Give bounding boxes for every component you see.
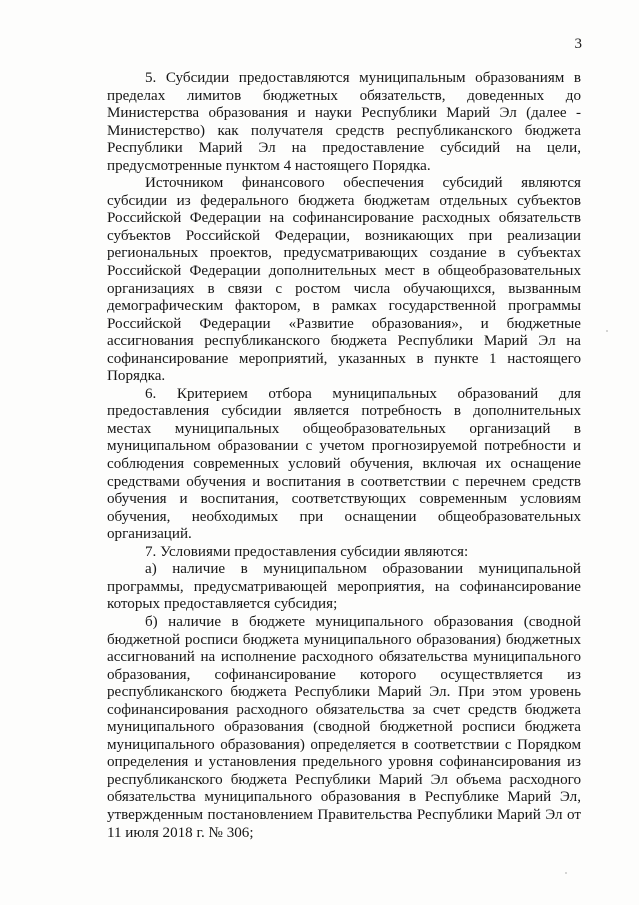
- scan-speck: [565, 872, 567, 874]
- paragraph-7a: а) наличие в муниципальном образовании муниципальной программы, предусматривающей мероприятия, на софинансирование которых предоставляется субсидия;: [107, 561, 581, 613]
- scan-speck: [606, 330, 608, 332]
- paragraph-6-selection-criterion: 6. Критерием отбора муниципальных образований для предоставления субсидии является потребность в дополнительных местах муниципальных общеобразовательных организаций в муниципальном образовании с учетом прогнозируемой потребности и соблюдения современных условий обучения, включая их оснащение средствами обучения и воспитания в соответствии с перечнем средств обучения и воспитания, соответствующих современным условиям обучения, необходимых при оснащении общеобразовательных организаций.: [107, 385, 581, 543]
- paragraph-7-conditions: 7. Условиями предоставления субсидии являются:: [145, 543, 469, 560]
- paragraph-7b: б) наличие в бюджете муниципального образования (сводной бюджетной росписи бюджета муниципального образования) бюджетных ассигнований на исполнение расходного обязательства муниципального образования, софинансирование которого осуществляется из республиканского бюджета Республики Марий Эл. При этом уровень софинансирования расходного обязательства за счет средств бюджета муниципального образования (сводной бюджетной росписи бюджета муниципального образования) определяется в соответствии с Порядком определения и установления предельного уровня софинансирования из республиканского бюджета Республики Марий Эл объема расходного обязательства муниципального образования в Республике Марий Эл, утвержденным постановлением Правительства Республики Марий Эл от 11 июля 2018 г. № 306;: [107, 613, 581, 841]
- paragraph-funding-source: Источником финансового обеспечения субсидий являются субсидии из федерального бюджета бюджетам отдельных субъектов Российской Федерации на софинансирование расходных обязательств субъектов Российской Федерации, возникающих при реализации региональных проектов, предусматривающих создание в субъектах Российской Федерации дополнительных мест в общеобразовательных организациях в связи с ростом числа обучающихся, вызванным демографическим фактором, в рамках государственной программы Российской Федерации «Развитие образования», и бюджетные ассигнования республиканского бюджета Республики Марий Эл на софинансирование мероприятий, указанных в пункте 1 настоящего Порядка.: [107, 175, 581, 385]
- page-number: 3: [574, 36, 582, 52]
- paragraph-5-subsidies: 5. Субсидии предоставляются муниципальным образованиям в пределах лимитов бюджетных обязательств, доведенных до Министерства образования и науки Республики Марий Эл (далее - Министерство) как получателя средств республиканского бюджета Республики Марий Эл на предоставление субсидий на цели, предусмотренные пунктом 4 настоящего Порядка.: [107, 70, 581, 174]
- document-body: [107, 70, 581, 842]
